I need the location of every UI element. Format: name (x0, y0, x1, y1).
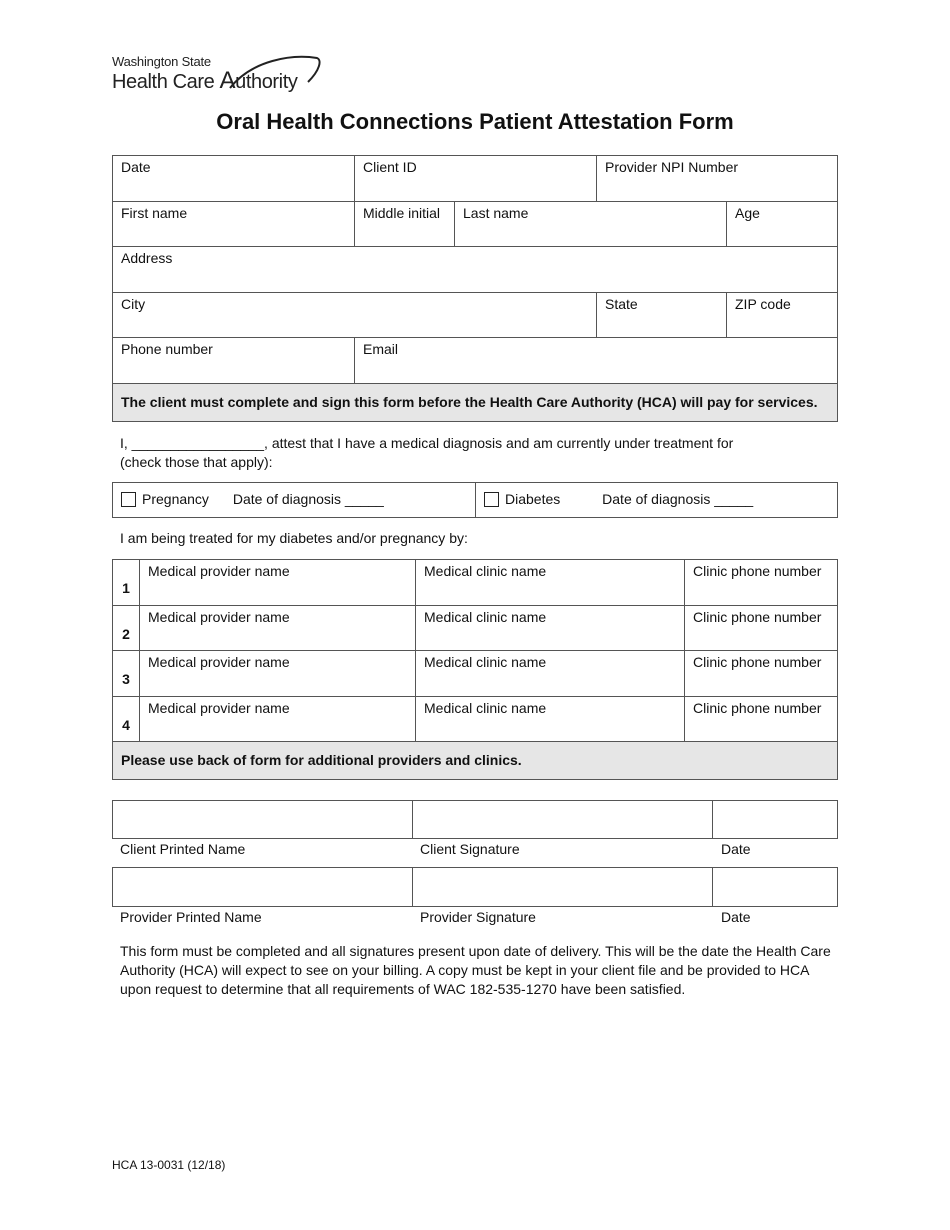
phone-field[interactable]: Phone number (112, 337, 355, 384)
address-field[interactable]: Address (112, 246, 838, 293)
attest-line2: (check those that apply): (120, 454, 273, 470)
provider-row-num: 2 (112, 605, 140, 651)
email-field[interactable]: Email (354, 337, 838, 384)
city-field[interactable]: City (112, 292, 597, 338)
condition-diabetes: Diabetes Date of diagnosis _____ (475, 482, 838, 518)
page-title: Oral Health Connections Patient Attestation Form (216, 109, 734, 134)
attest-line1: I, _________________, attest that I have a medical diagnosis and am currently under treatment for (120, 435, 734, 451)
clinic-phone-field[interactable]: Clinic phone number (684, 559, 838, 606)
provider-date-input[interactable] (712, 867, 838, 907)
client-signature-label: Client Signature (420, 841, 520, 857)
medical-provider-field[interactable]: Medical provider name (139, 605, 416, 651)
pregnancy-checkbox[interactable] (121, 492, 136, 507)
medical-provider-field[interactable]: Medical provider name (139, 559, 416, 606)
logo-line1: Washington State (112, 54, 211, 69)
closing-paragraph: This form must be completed and all signatures present upon date of delivery. This will be the date the Health Care Authority (HCA) will expect to see on your billing. A copy must be kept in your client file and be provided to HCA upon request to determine that all requirements of WAC 182-535-1270 have been satisfied. (120, 943, 831, 997)
provider-signature-label: Provider Signature (420, 909, 536, 925)
back-of-form-note: Please use back of form for additional providers and clinics. (112, 741, 838, 780)
form-number-footer: HCA 13-0031 (12/18) (112, 1158, 226, 1172)
date-field[interactable]: Date (112, 155, 355, 202)
client-printed-name-label: Client Printed Name (120, 841, 246, 857)
last-name-field[interactable]: Last name (454, 201, 727, 247)
medical-provider-field[interactable]: Medical provider name (139, 650, 416, 697)
first-name-field[interactable]: First name (112, 201, 355, 247)
pregnancy-date-label[interactable]: Date of diagnosis _____ (232, 491, 384, 507)
treated-by-text: I am being treated for my diabetes and/or pregnancy by: (120, 530, 468, 546)
payment-notice: The client must complete and sign this form before the Health Care Authority (HCA) will pay for services. (112, 383, 838, 422)
provider-printed-name-label: Provider Printed Name (120, 909, 262, 925)
clinic-phone-field[interactable]: Clinic phone number (684, 696, 838, 742)
zip-field[interactable]: ZIP code (726, 292, 838, 338)
diabetes-date-label[interactable]: Date of diagnosis _____ (602, 491, 754, 507)
condition-pregnancy: Pregnancy Date of diagnosis _____ (112, 482, 476, 518)
logo-line2: Health Care Authority (112, 67, 298, 94)
provider-row-num: 4 (112, 696, 140, 742)
medical-clinic-field[interactable]: Medical clinic name (415, 650, 685, 697)
provider-date-label: Date (721, 909, 751, 925)
provider-signature-input[interactable] (412, 867, 713, 907)
provider-row-num: 3 (112, 650, 140, 697)
provider-printed-name-input[interactable] (112, 867, 413, 907)
hca-logo (112, 52, 332, 96)
medical-clinic-field[interactable]: Medical clinic name (415, 559, 685, 606)
state-field[interactable]: State (596, 292, 727, 338)
medical-provider-field[interactable]: Medical provider name (139, 696, 416, 742)
client-date-label: Date (721, 841, 751, 857)
clinic-phone-field[interactable]: Clinic phone number (684, 650, 838, 697)
logo-swoosh-icon (112, 52, 332, 96)
medical-clinic-field[interactable]: Medical clinic name (415, 696, 685, 742)
client-printed-name-input[interactable] (112, 800, 413, 839)
clinic-phone-field[interactable]: Clinic phone number (684, 605, 838, 651)
client-id-field[interactable]: Client ID (354, 155, 597, 202)
client-signature-input[interactable] (412, 800, 713, 839)
age-field[interactable]: Age (726, 201, 838, 247)
provider-npi-field[interactable]: Provider NPI Number (596, 155, 838, 202)
middle-initial-field[interactable]: Middle initial (354, 201, 455, 247)
client-date-input[interactable] (712, 800, 838, 839)
diabetes-checkbox[interactable] (484, 492, 499, 507)
medical-clinic-field[interactable]: Medical clinic name (415, 605, 685, 651)
provider-row-num: 1 (112, 559, 140, 606)
